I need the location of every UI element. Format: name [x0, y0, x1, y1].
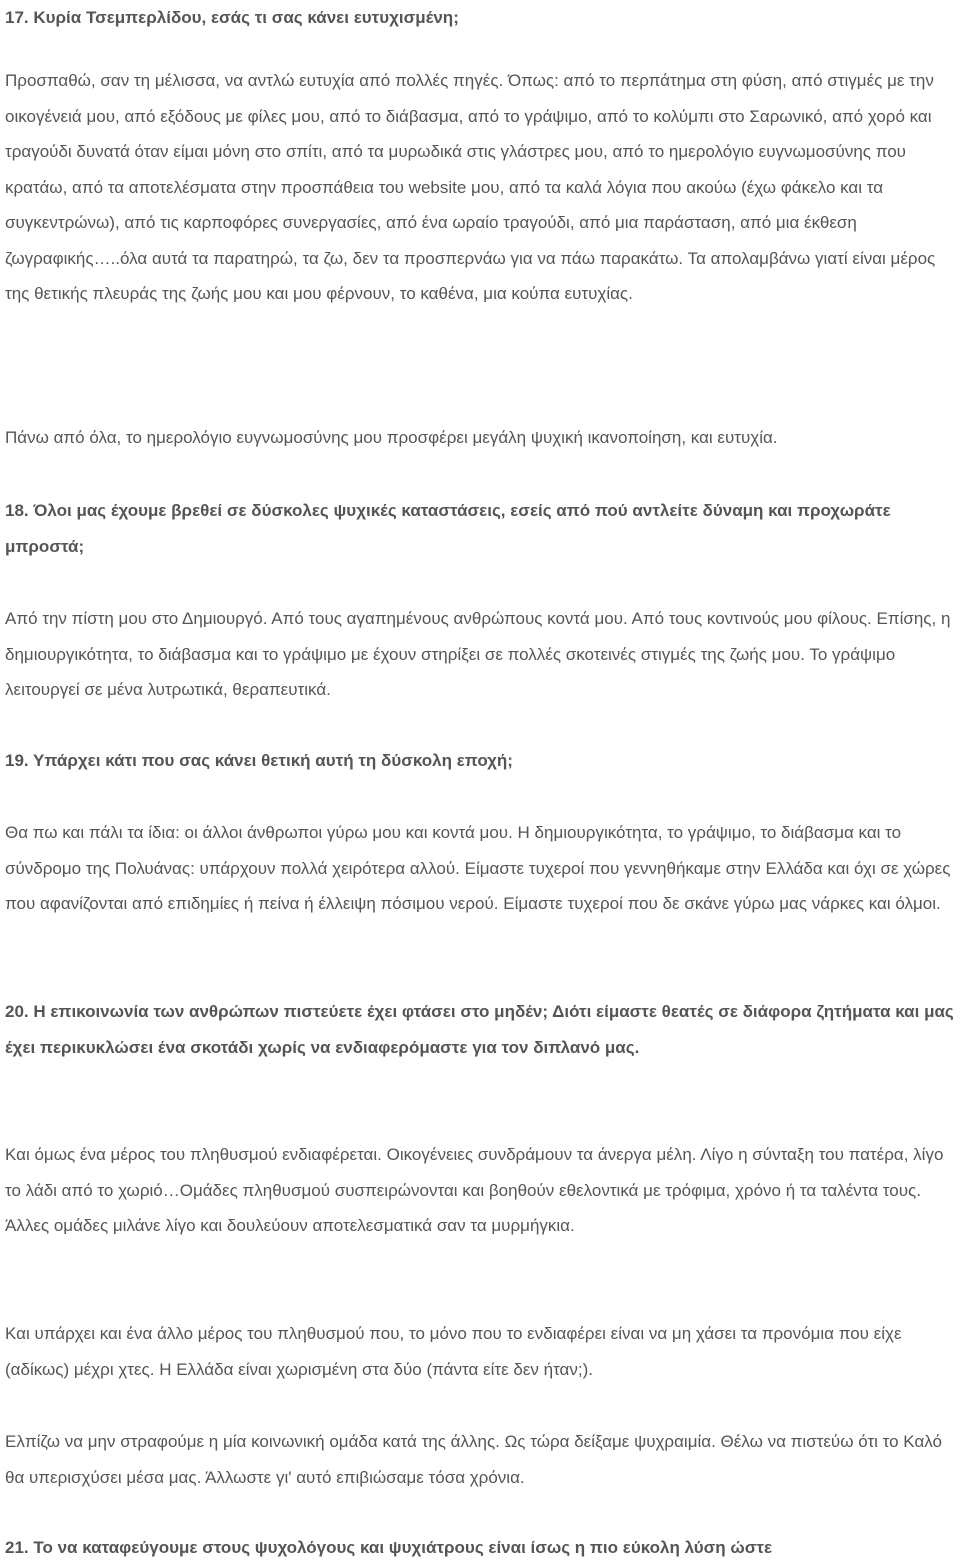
question-20: 20. Η επικοινωνία των ανθρώπων πιστεύετε έχει φτάσει στο μηδέν; Διότι είμαστε θεατές σε διάφορα ζητήματα και μας έχει περικυκλώσει ένα σκοτάδι χωρίς να ενδιαφερόμαστε για τον διπλανό μας.: [5, 1002, 954, 1057]
question-18: 18. Όλοι μας έχουμε βρεθεί σε δύσκολες ψυχικές καταστάσεις, εσείς από πού αντλείτε δύναμη και προχωράτε μπροστά;: [5, 501, 891, 556]
answer-17-paragraph-2: Πάνω από όλα, το ημερολόγιο ευγνωμοσύνης μου προσφέρει μεγάλη ψυχική ικανοποίηση, και ευτυχία.: [5, 428, 778, 447]
answer-17-paragraph-1: Προσπαθώ, σαν τη μέλισσα, να αντλώ ευτυχία από πολλές πηγές. Όπως: από το περπάτημα στη φύση, από στιγμές με την οικογένειά μου, από εξόδους με φίλες μου, από το διάβασμα, από το γράψιμο, από το κολύμπι στο Σαρωνικό, από χορό και τραγούδι δυνατά όταν είμαι μόνη στο σπίτι, από τα μυρωδικά στις γλάστρες μου, από το ημερολόγιο ευγνωμοσύνης που κρατάω, από τα αποτελέσματα στην προσπάθεια του website μου, από τα καλά λόγια που ακούω (έχω φάκελο και τα συγκεντρώνω), από τις καρποφόρες συνεργασίες, από ένα ωραίο τραγούδι, από μια παράσταση, από μια έκθεση ζωγραφικής…..όλα αυτά τα παρατηρώ, τα ζω, δεν τα προσπερνάω για να πάω παρακάτω. Τα απολαμβάνω γιατί είναι μέρος της θετικής πλευράς της ζωής μου και μου φέρνουν, το καθένα, μια κούπα ευτυχίας.: [5, 71, 936, 303]
question-17: 17. Κυρία Τσεμπερλίδου, εσάς τι σας κάνει ευτυχισμένη;: [5, 8, 459, 27]
answer-20-paragraph-2: Και υπάρχει και ένα άλλο μέρος του πληθυσμού που, το μόνο που το ενδιαφέρει είναι να μη χάσει τα προνόμια που είχε (αδίκως) μέχρι χτες. Η Ελλάδα είναι χωρισμένη στα δύο (πάντα είτε δεν ήταν;).: [5, 1324, 902, 1379]
answer-19: Θα πω και πάλι τα ίδια: οι άλλοι άνθρωποι γύρω μου και κοντά μου. Η δημιουργικότητα, το γράψιμο, το διάβασμα και το σύνδρομο της Πολυάνας: υπάρχουν πολλά χειρότερα αλλού. Είμαστε τυχεροί που γεννηθήκαμε στην Ελλάδα και όχι σε χώρες που αφανίζονται από επιδημίες ή πείνα ή έλλειψη πόσιμου νερού. Είμαστε τυχεροί που δε σκάνε γύρω μας νάρκες και όλμοι.: [5, 823, 951, 913]
answer-18: Από την πίστη μου στο Δημιουργό. Από τους αγαπημένους ανθρώπους κοντά μου. Από τους κοντινούς μου φίλους. Επίσης, η δημιουργικότητα, το διάβασμα και το γράψιμο με έχουν στηρίξει σε πολλές σκοτεινές στιγμές της ζωής μου. Το γράψιμο λειτουργεί σε μένα λυτρωτικά, θεραπευτικά.: [5, 609, 951, 699]
question-21: 21. Το να καταφεύγουμε στους ψυχολόγους και ψυχιάτρους είναι ίσως η πιο εύκολη λύση ώστε: [5, 1538, 773, 1557]
answer-20-paragraph-3: Ελπίζω να μην στραφούμε η μία κοινωνική ομάδα κατά της άλλης. Ως τώρα δείξαμε ψυχραιμία. Θέλω να πιστεύω ότι το Καλό θα υπερισχύσει μέσα μας. Άλλωστε γι' αυτό επιβιώσαμε τόσα χρόνια.: [5, 1432, 942, 1487]
answer-20-paragraph-1: Και όμως ένα μέρος του πληθυσμού ενδιαφέρεται. Οικογένειες συνδράμουν τα άνεργα μέλη. Λίγο η σύνταξη του πατέρα, λίγο το λάδι από το χωριό…Ομάδες πληθυσμού συσπειρώνονται και βοηθούν εθελοντικά με τρόφιμα, χρόνο ή τα ταλέντα τους. Άλλες ομάδες μιλάνε λίγο και δουλεύουν αποτελεσματικά σαν τα μυρμήγκια.: [5, 1145, 944, 1235]
question-19: 19. Υπάρχει κάτι που σας κάνει θετική αυτή τη δύσκολη εποχή;: [5, 751, 513, 770]
